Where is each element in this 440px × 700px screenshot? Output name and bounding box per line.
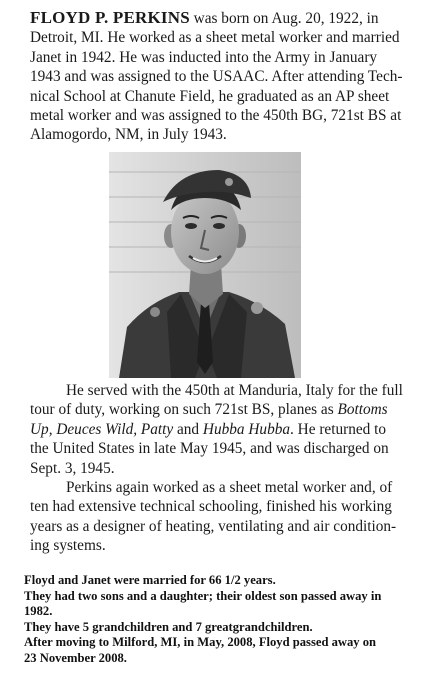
bio-line: Alamogordo, NM, in July 1943. (30, 126, 227, 144)
bio-line: Up, Deuces Wild, Patty and Hubba Hubba. He returned to (30, 420, 387, 438)
bio-line: 1943 and was assigned to the USAAC. After attending Tech- (30, 68, 403, 86)
family-addendum (24, 573, 440, 667)
biography-intro (30, 8, 440, 145)
subject-name: FLOYD P. PERKINS (30, 8, 190, 27)
portrait-illustration (109, 152, 301, 378)
addendum-line: They have 5 grandchildren and 7 greatgrandchildren. (24, 619, 313, 634)
addendum-line: Floyd and Janet were married for 66 1/2 years. (24, 573, 276, 587)
portrait-photo (109, 152, 301, 378)
bio-line: nical School at Chanute Field, he graduated as an AP sheet (30, 87, 390, 105)
bio-line: years as a designer of heating, ventilating and air condition- (30, 517, 397, 535)
addendum-line: They had two sons and a daughter; their oldest son passed away in (24, 588, 382, 603)
bio-line: He served with the 450th at Manduria, Italy for the full (66, 382, 403, 399)
bio-line: FLOYD P. PERKINS was born on Aug. 20, 1922, in (30, 8, 379, 27)
plane-name: Up, Deuces Wild, Patty (30, 420, 174, 438)
bio-line: Perkins again worked as a sheet metal worker and, of (66, 479, 393, 497)
biography-service (30, 381, 440, 556)
bio-line: Detroit, MI. He worked as a sheet metal worker and married (30, 29, 400, 47)
bio-line: tour of duty, working on such 721st BS, planes as Bottoms (30, 401, 388, 419)
plane-name: Hubba Hubba (202, 420, 291, 438)
bio-line: ten had extensive technical schooling, finished his working (30, 498, 392, 516)
addendum-line: 1982. (24, 604, 53, 619)
bio-line: ing systems. (30, 537, 106, 555)
bio-line: the United States in late May 1945, and was discharged on (30, 440, 389, 458)
plane-name: Bottoms (337, 401, 388, 419)
bio-line: Sept. 3, 1945. (30, 459, 115, 477)
addendum-line: After moving to Milford, MI, in May, 2008, Floyd passed away on (24, 635, 377, 650)
bio-line: Janet in 1942. He was inducted into the Army in January (30, 48, 378, 66)
bio-line: metal worker and was assigned to the 450th BG, 721st BS at (30, 107, 402, 125)
addendum-line: 23 November 2008. (24, 650, 127, 665)
